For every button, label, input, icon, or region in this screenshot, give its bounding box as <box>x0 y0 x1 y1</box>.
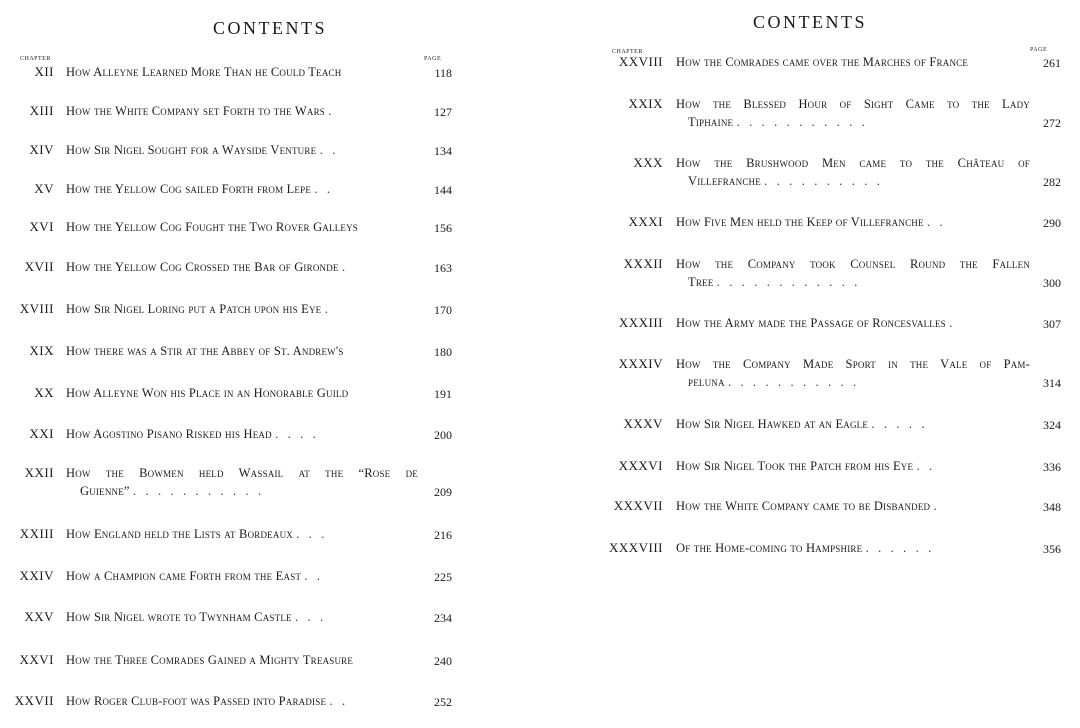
chapter-numeral: XXIV <box>19 568 54 583</box>
dot-leader: . . <box>916 459 933 473</box>
chapter-title-line <box>676 255 1030 273</box>
chapter-title-text: How England held the Lists at Bordeaux <box>66 527 293 541</box>
page-number: 282 <box>1043 175 1061 189</box>
page-number: 324 <box>1043 418 1061 432</box>
chapter-title-text: How there was a Stir at the Abbey of St. Andrew's <box>66 344 344 358</box>
dot-leader: . . . . . <box>871 417 925 431</box>
chapter-numeral: XVIII <box>19 301 54 316</box>
chapter-title-line <box>66 342 418 360</box>
chapter-title-text: Tree <box>688 275 714 289</box>
page-number: 300 <box>1043 276 1061 290</box>
dot-leader: . . <box>314 182 330 196</box>
page-number: 144 <box>434 183 452 197</box>
chapter-numeral: XXXIII <box>618 315 663 330</box>
chapter-title-text: How Roger Club-foot was Passed into Paradise <box>66 694 327 708</box>
page-column-label: page <box>1030 43 1048 53</box>
dot-leader: . . <box>329 694 346 708</box>
page-number: 314 <box>1043 376 1061 390</box>
chapter-title-line <box>66 651 418 669</box>
page-number: 156 <box>434 221 452 235</box>
chapter-numeral: XII <box>34 64 54 79</box>
page-number: 127 <box>434 105 452 119</box>
dot-leader: . . . . . . <box>865 541 932 555</box>
dot-leader: . . . . . . . . . . . . <box>716 275 858 289</box>
page-number: 234 <box>434 611 452 625</box>
chapter-title-line <box>66 258 418 276</box>
dot-leader: . <box>328 104 332 118</box>
dot-leader: . . . <box>295 610 324 624</box>
chapter-title-line <box>66 692 418 710</box>
chapter-title-line <box>66 567 418 585</box>
chapter-title-text: How the Blessed Hour of Sight Came to the Lady <box>676 97 1030 111</box>
chapter-title-text: How the White Company came to be Disbanded <box>676 499 931 513</box>
chapter-numeral: XXXVII <box>613 498 663 513</box>
chapter-numeral: XXII <box>24 465 54 480</box>
chapter-numeral: XX <box>34 385 54 400</box>
chapter-title-text: Villefranche <box>688 174 761 188</box>
dot-leader: . . . . . . . . . . . <box>133 484 262 498</box>
chapter-title-text: peluna <box>688 375 725 389</box>
chapter-title-line <box>66 180 418 198</box>
chapter-title-text: Tiphaine <box>688 115 734 129</box>
page-number: 356 <box>1043 542 1061 556</box>
chapter-column-label: chapter <box>612 45 643 55</box>
chapter-title-line <box>66 525 418 543</box>
chapter-title-line <box>688 373 1030 391</box>
page-column-label: page <box>424 52 442 62</box>
chapter-title-line <box>66 218 418 236</box>
chapter-title-text: How the Bowmen held Wassail at the “Rose de <box>66 466 418 480</box>
chapter-title-line <box>80 482 418 500</box>
page-number: 191 <box>434 387 452 401</box>
chapter-title-text: How the Three Comrades Gained a Mighty Treasure <box>66 653 354 667</box>
chapter-title-text: How the White Company set Forth to the Wars <box>66 104 326 118</box>
contents-heading: CONTENTS <box>213 18 327 38</box>
chapter-numeral: XXXII <box>623 256 663 271</box>
chapter-title-text: Guienne” <box>80 484 130 498</box>
page-number: 216 <box>434 528 452 542</box>
chapter-numeral: XXV <box>24 609 54 624</box>
chapter-title-line <box>676 53 1030 71</box>
chapter-numeral: XXXIV <box>618 356 663 371</box>
chapter-title-line <box>676 154 1030 172</box>
chapter-title-text: How the Brushwood Men came to the Château of <box>676 156 1030 170</box>
chapter-title-line <box>66 141 418 159</box>
page-number: 336 <box>1043 460 1061 474</box>
chapter-title-line <box>66 608 418 626</box>
page-number: 118 <box>434 66 452 80</box>
dot-leader: . . . . . . . . . . <box>764 174 880 188</box>
dot-leader: . . . . . . . . . . . <box>736 115 865 129</box>
chapter-title-text: How Alleyne Won his Place in an Honorable Guild <box>66 386 349 400</box>
chapter-title-text: How the Company Made Sport in the Vale of Pam- <box>676 357 1030 371</box>
chapter-title-line <box>66 464 418 482</box>
chapter-title-text: How the Army made the Passage of Roncesvalles <box>676 316 946 330</box>
dot-leader: . <box>324 302 328 316</box>
chapter-title-text: How Five Men held the Keep of Villefranche <box>676 215 924 229</box>
chapter-numeral: XXVI <box>19 652 54 667</box>
dot-leader: . . . . <box>275 427 316 441</box>
chapter-title-text: How the Yellow Cog Fought the Two Rover Galleys <box>66 220 359 234</box>
chapter-title-text: How Agostino Pisano Risked his Head <box>66 427 272 441</box>
dot-leader: . . . . . . . . . . . <box>728 375 857 389</box>
chapter-title-line <box>676 497 1030 515</box>
chapter-title-line <box>676 213 1030 231</box>
chapter-numeral: XXI <box>29 426 54 441</box>
chapter-title-text: How Sir Nigel Took the Patch from his Eye <box>676 459 914 473</box>
chapter-title-text: How Sir Nigel wrote to Twynham Castle <box>66 610 292 624</box>
chapter-column-label: chapter <box>20 52 51 62</box>
chapter-title-line <box>676 314 1030 332</box>
chapter-numeral: XXXVI <box>618 458 663 473</box>
chapter-title-text: How the Company took Counsel Round the Fallen <box>676 257 1030 271</box>
page-number: 225 <box>434 570 452 584</box>
right-contents-page <box>540 0 1080 728</box>
page-number: 163 <box>434 261 452 275</box>
chapter-numeral: XIX <box>29 343 54 358</box>
page-number: 170 <box>434 303 452 317</box>
chapter-title-line <box>66 425 418 443</box>
chapter-numeral: XVII <box>24 259 54 274</box>
page-number: 134 <box>434 144 452 158</box>
chapter-title-line <box>66 300 418 318</box>
chapter-title-text: How the Yellow Cog sailed Forth from Lepe <box>66 182 312 196</box>
chapter-numeral: XVI <box>29 219 54 234</box>
chapter-title-text: How Alleyne Learned More Than he Could Teach <box>66 65 342 79</box>
chapter-title-line <box>688 113 1030 131</box>
dot-leader: . . <box>927 215 943 229</box>
chapter-title-text: How a Champion came Forth from the East <box>66 569 302 583</box>
dot-leader: . . . <box>296 527 325 541</box>
page-number: 272 <box>1043 116 1061 130</box>
chapter-numeral: XXIII <box>19 526 54 541</box>
dot-leader: . <box>933 499 937 513</box>
chapter-numeral: XXIX <box>628 96 663 111</box>
chapter-numeral: XXXI <box>628 214 663 229</box>
chapter-title-text: How the Yellow Cog Crossed the Bar of Gironde <box>66 260 339 274</box>
chapter-title-text: How Sir Nigel Loring put a Patch upon his Eye <box>66 302 322 316</box>
chapter-title-line <box>676 539 1030 557</box>
chapter-numeral: XXXVIII <box>608 540 663 555</box>
chapter-title-line <box>676 415 1030 433</box>
chapter-numeral: XV <box>34 181 54 196</box>
chapter-title-line <box>66 63 418 81</box>
chapter-title-line <box>676 457 1030 475</box>
contents-heading: CONTENTS <box>753 12 867 32</box>
dot-leader: . . <box>304 569 321 583</box>
chapter-title-text: How Sir Nigel Hawked at an Eagle <box>676 417 869 431</box>
dot-leader: . . <box>319 143 336 157</box>
chapter-numeral: XXVII <box>14 693 54 708</box>
page-number: 348 <box>1043 500 1061 514</box>
chapter-title-line <box>66 102 418 120</box>
page-number: 209 <box>434 485 452 499</box>
chapter-title-line <box>688 273 1030 291</box>
page-number: 307 <box>1043 317 1061 331</box>
chapter-numeral: XXXV <box>623 416 663 431</box>
page-number: 180 <box>434 345 452 359</box>
dot-leader: . <box>341 260 346 274</box>
chapter-title-text: Of the Home-coming to Hampshire <box>676 541 863 555</box>
chapter-numeral: XIII <box>29 103 54 118</box>
chapter-numeral: XXVIII <box>618 54 663 69</box>
chapter-title-text: How the Comrades came over the Marches of France <box>676 55 969 69</box>
dot-leader: . <box>949 316 953 330</box>
chapter-numeral: XXX <box>633 155 663 170</box>
chapter-title-line <box>676 95 1030 113</box>
page-number: 261 <box>1043 56 1061 70</box>
page-number: 200 <box>434 428 452 442</box>
chapter-title-line <box>676 355 1030 373</box>
chapter-numeral: XIV <box>29 142 54 157</box>
chapter-title-line <box>66 384 418 402</box>
page-number: 252 <box>434 695 452 709</box>
chapter-title-text: How Sir Nigel Sought for a Wayside Venture <box>66 143 317 157</box>
chapter-title-line <box>688 172 1030 190</box>
page-number: 240 <box>434 654 452 668</box>
page-number: 290 <box>1043 216 1061 230</box>
